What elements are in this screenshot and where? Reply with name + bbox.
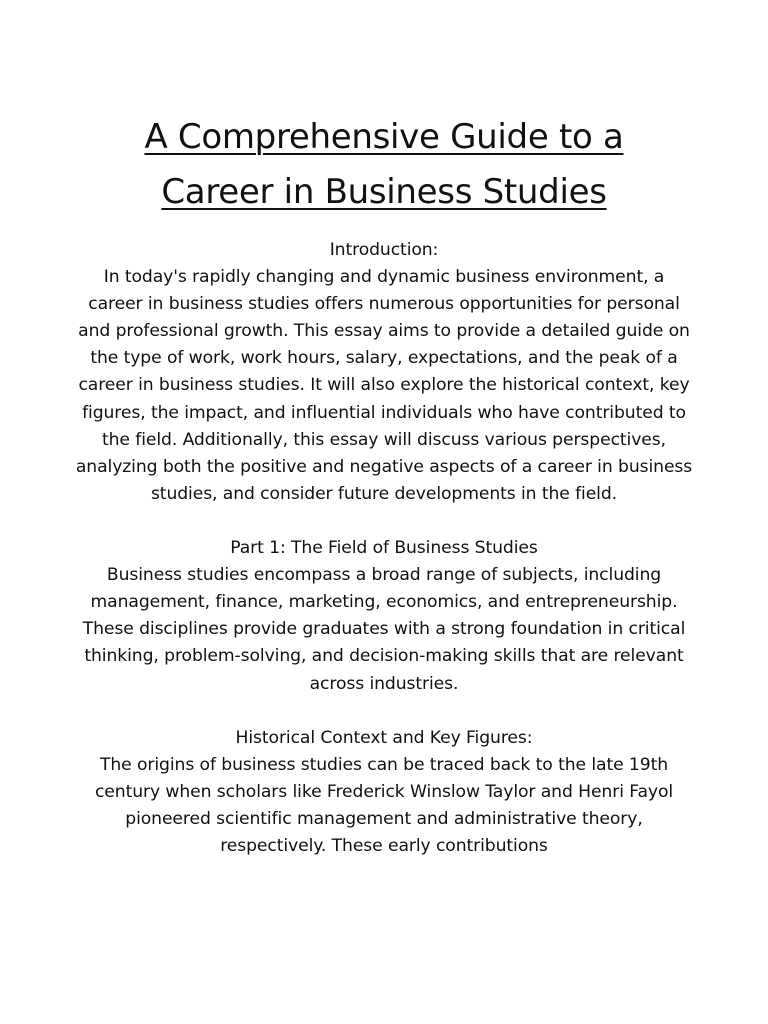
- historical-context-heading: Historical Context and Key Figures:: [235, 727, 533, 748]
- paragraph-spacer: [74, 508, 694, 535]
- document-body: [74, 237, 694, 860]
- part-1-heading: Part 1: The Field of Business Studies: [230, 538, 538, 559]
- historical-context-paragraph: The origins of business studies can be traced back to the late 19th century when scholars like Frederick Winslow Taylor and Henri Fayol pioneered scientific management and administrative theory, respectively. These early contributions: [94, 754, 674, 857]
- part-1-paragraph: Business studies encompass a broad range of subjects, including management, finance, marketing, economics, and entrepreneurship. These disciplines provide graduates with a strong foundation in critical thinking, problem-solving, and decision-making skills that are relevant across industries.: [82, 565, 686, 694]
- document-title: A Comprehensive Guide to a Career in Business Studies: [144, 117, 624, 212]
- introduction-paragraph: In today's rapidly changing and dynamic business environment, a career in business studies offers numerous opportunities for personal and professional growth. This essay aims to provide a detailed guide on the type of work, work hours, salary, expectations, and the peak of a career in business studies. It will also explore the historical context, key figures, the impact, and influential individuals who have contributed to the field. Additionally, this essay will discuss various perspectives, analyzing both the positive and negative aspects of a career in business studies, and consider future developments in the field.: [75, 267, 693, 504]
- introduction-heading: Introduction:: [329, 240, 439, 260]
- paragraph-spacer: [74, 698, 694, 725]
